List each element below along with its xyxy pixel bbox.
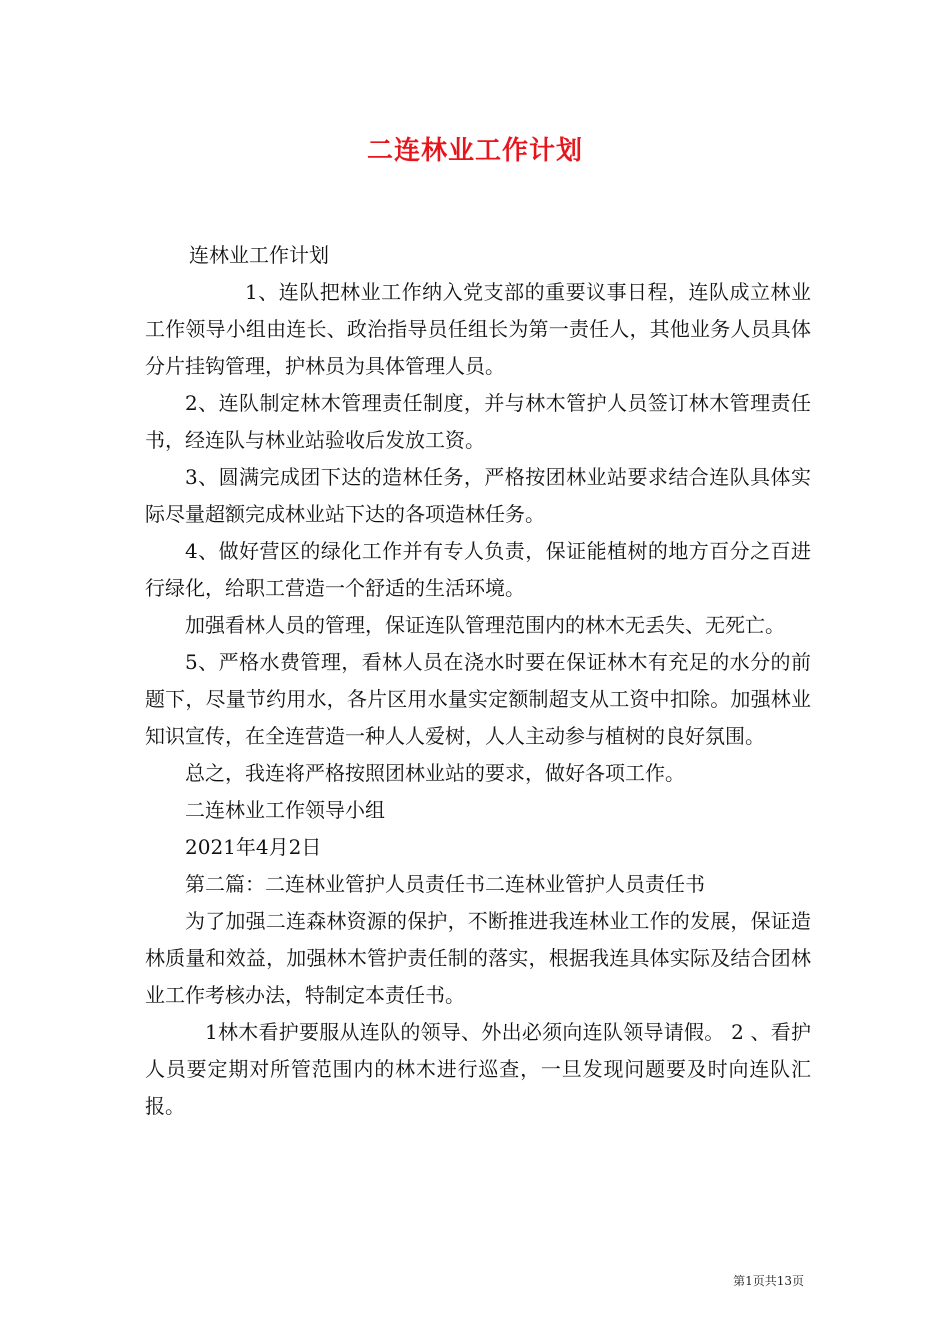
- document-body: [145, 237, 811, 1125]
- section-heading: 第二篇：二连林业管护人员责任书二连林业管护人员责任书: [185, 872, 705, 896]
- paragraph-item-5: 5、严格水费管理，看林人员在浇水时要在保证林木有充足的水分的前题下，尽量节约用水，各片区用水量实定额制超支从工资中扣除。加强林业知识宣传，在全连营造一种人人爱树，人人主动参与植树的良好氛围。: [145, 650, 811, 748]
- subtitle-paragraph: 连林业工作计划: [189, 243, 329, 267]
- page-number: 第1页共13页: [733, 1274, 804, 1288]
- paragraph-patrol: 加强看林人员的管理，保证连队管理范围内的林木无丢失、无死亡。: [185, 613, 785, 637]
- paragraph-summary: 总之，我连将严格按照团林业站的要求，做好各项工作。: [185, 761, 685, 785]
- signature-group: 二连林业工作领导小组: [185, 798, 385, 822]
- paragraph-item-3: 3、圆满完成团下达的造林任务，严格按团林业站要求结合连队具体实际尽量超额完成林业站下达的各项造林任务。: [145, 465, 811, 526]
- paragraph-item-1: 1、连队把林业工作纳入党支部的重要议事日程，连队成立林业工作领导小组由连长、政治指导员任组长为第一责任人，其他业务人员具体分片挂钩管理，护林员为具体管理人员。: [145, 280, 811, 378]
- signature-date: 2021年4月2日: [185, 835, 322, 859]
- paragraph-intro: 为了加强二连森林资源的保护，不断推进我连林业工作的发展，保证造林质量和效益，加强林木管护责任制的落实，根据我连具体实际及结合团林业工作考核办法，特制定本责任书。: [145, 909, 811, 1007]
- page-title: 二连林业工作计划: [366, 136, 583, 166]
- paragraph-item-2: 2、连队制定林木管理责任制度，并与林木管护人员签订林木管理责任书，经连队与林业站验收后发放工资。: [145, 391, 811, 452]
- paragraph-duties: 1林木看护要服从连队的领导、外出必须向连队领导请假。 2 、看护人员要定期对所管范围内的林木进行巡查，一旦发现问题要及时向连队汇报。: [145, 1020, 811, 1118]
- paragraph-item-4: 4、做好营区的绿化工作并有专人负责，保证能植树的地方百分之百进行绿化，给职工营造一个舒适的生活环境。: [145, 539, 811, 600]
